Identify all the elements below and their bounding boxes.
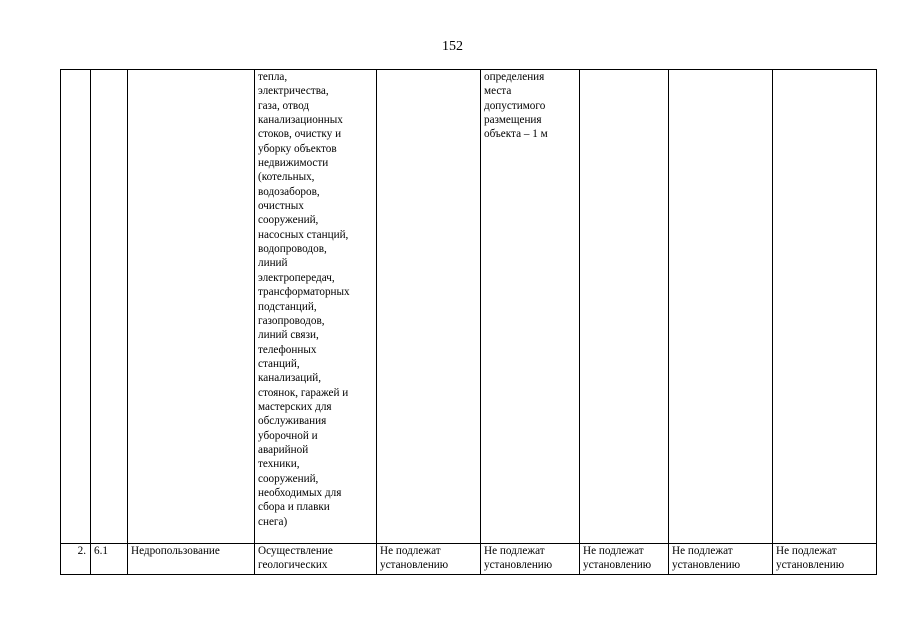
description-lines bbox=[258, 70, 376, 529]
cell-col8 bbox=[669, 70, 773, 544]
text-line: телефонных bbox=[258, 343, 317, 356]
cell-num bbox=[61, 70, 91, 544]
cell-code bbox=[91, 70, 128, 544]
page-number: 152 bbox=[442, 39, 463, 54]
text-line: станций, bbox=[258, 357, 300, 370]
text-line: трансформаторных bbox=[258, 286, 350, 299]
text-line: водозаборов, bbox=[258, 185, 320, 198]
row-col5-lines bbox=[380, 544, 480, 573]
text-line: тепла, bbox=[258, 71, 288, 83]
row-code: 6.1 bbox=[91, 544, 128, 575]
text-line: газопроводов, bbox=[258, 314, 325, 327]
text-line: размещения bbox=[484, 114, 542, 127]
row-col8-lines bbox=[672, 544, 772, 573]
text-line: Не подлежат bbox=[776, 545, 837, 557]
text-line: Не подлежат bbox=[583, 545, 644, 557]
row-number: 2. bbox=[61, 544, 91, 575]
text-line: установлению bbox=[380, 559, 449, 572]
cell-description bbox=[255, 70, 377, 544]
text-line: стоянок, гаражей и bbox=[258, 386, 349, 399]
text-line: сбора и плавки bbox=[258, 501, 330, 514]
cell-col7 bbox=[580, 70, 669, 544]
text-line: канализаций, bbox=[258, 372, 321, 385]
text-line: необходимых для bbox=[258, 486, 342, 499]
text-line: электропередач, bbox=[258, 271, 335, 284]
text-line: Не подлежат bbox=[380, 545, 441, 557]
regulations-table bbox=[60, 69, 877, 575]
text-line: канализационных bbox=[258, 114, 343, 127]
text-line: обслуживания bbox=[258, 415, 327, 428]
row-col7 bbox=[580, 544, 669, 575]
text-line: подстанций, bbox=[258, 300, 317, 313]
text-line: очистных bbox=[258, 200, 304, 213]
text-line: установлению bbox=[776, 559, 845, 572]
text-line: водопроводов, bbox=[258, 243, 327, 256]
cell-col5 bbox=[377, 70, 481, 544]
text-line: установлению bbox=[484, 559, 553, 572]
row-description-lines bbox=[258, 544, 376, 573]
text-line: уборку объектов bbox=[258, 142, 337, 155]
cell-name bbox=[128, 70, 255, 544]
text-line: установлению bbox=[672, 559, 741, 572]
row-col6 bbox=[481, 544, 580, 575]
continuation-row bbox=[61, 70, 877, 544]
row-col9-lines bbox=[776, 544, 876, 573]
text-line: Не подлежат bbox=[484, 545, 545, 557]
row-name: Недропользование bbox=[128, 544, 255, 575]
text-line: объекта – 1 м bbox=[484, 128, 548, 141]
text-line: аварийной bbox=[258, 443, 309, 456]
text-line: Не подлежат bbox=[672, 545, 733, 557]
row-col6-lines bbox=[484, 544, 579, 573]
text-line: мастерских для bbox=[258, 400, 332, 413]
row-col8 bbox=[669, 544, 773, 575]
text-line: (котельных, bbox=[258, 171, 315, 184]
text-line: недвижимости bbox=[258, 157, 329, 170]
text-line: газа, отвод bbox=[258, 99, 310, 112]
row-col7-lines bbox=[583, 544, 668, 573]
text-line: линий bbox=[258, 257, 288, 270]
text-line: Осуществление bbox=[258, 545, 333, 557]
text-line: снега) bbox=[258, 515, 288, 528]
text-line: электричества, bbox=[258, 85, 329, 98]
text-line: допустимого bbox=[484, 99, 546, 112]
text-line: насосных станций, bbox=[258, 228, 349, 241]
row-col9 bbox=[773, 544, 877, 575]
text-line: уборочной и bbox=[258, 429, 318, 442]
col6-lines bbox=[484, 70, 579, 142]
text-line: установлению bbox=[583, 559, 652, 572]
text-line: геологических bbox=[258, 559, 328, 572]
text-line: места bbox=[484, 85, 512, 98]
text-line: техники, bbox=[258, 458, 300, 471]
table-row bbox=[61, 544, 877, 575]
row-col5 bbox=[377, 544, 481, 575]
text-line: определения bbox=[484, 71, 545, 83]
cell-col6 bbox=[481, 70, 580, 544]
text-line: стоков, очистку и bbox=[258, 128, 342, 141]
text-line: линий связи, bbox=[258, 329, 319, 342]
text-line: сооружений, bbox=[258, 214, 319, 227]
cell-col9 bbox=[773, 70, 877, 544]
row-description bbox=[255, 544, 377, 575]
text-line: сооружений, bbox=[258, 472, 319, 485]
